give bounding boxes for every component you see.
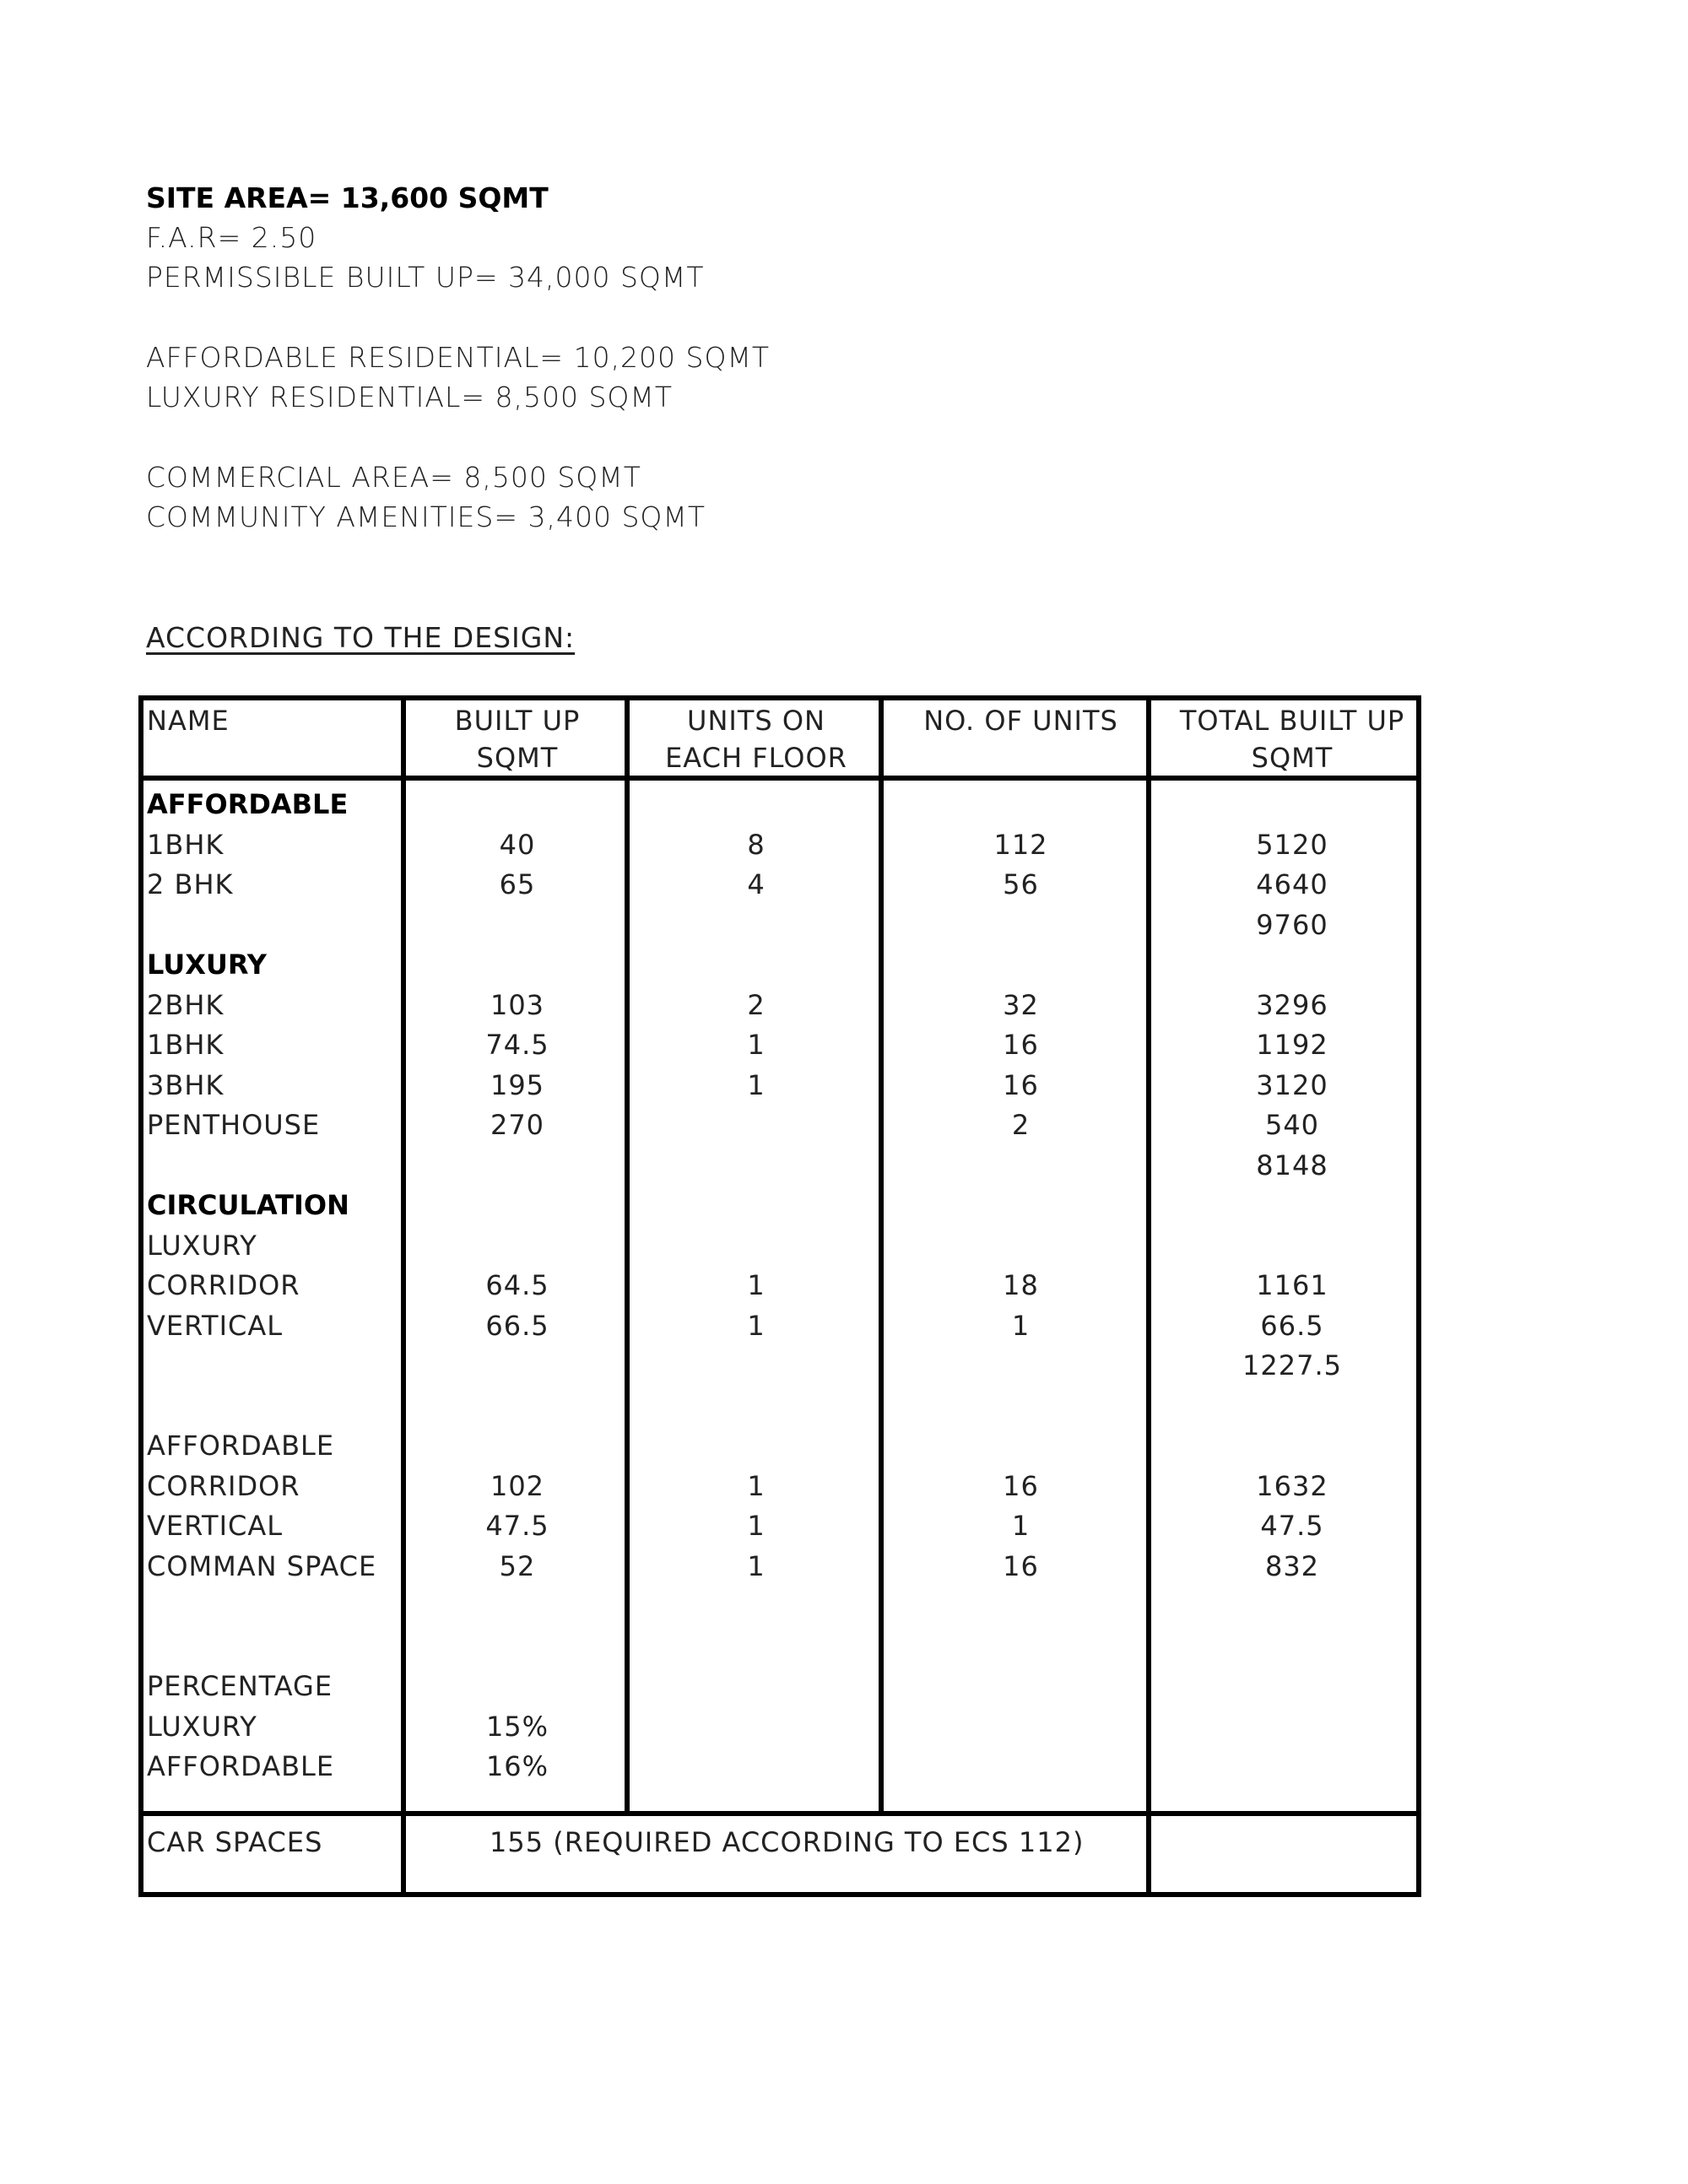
cell-built: 16% bbox=[485, 1750, 549, 1782]
cell-total: 9760 bbox=[1256, 908, 1328, 941]
cell-total: 832 bbox=[1264, 1549, 1320, 1582]
cell-total: 8148 bbox=[1256, 1149, 1328, 1181]
cell-num: 18 bbox=[1003, 1269, 1039, 1301]
luxury-residential: LUXURY RESIDENTIAL= 8,500 SQMT bbox=[146, 381, 674, 414]
cell-total: 540 bbox=[1264, 1109, 1320, 1141]
table-border-left bbox=[138, 695, 143, 1897]
cell-built: 66.5 bbox=[485, 1309, 549, 1342]
header-no-of-units: NO. OF UNITS bbox=[923, 705, 1118, 737]
header-units-each-floor: UNITS ON EACH FLOOR bbox=[665, 705, 847, 774]
cell-total: 4640 bbox=[1256, 868, 1328, 900]
cell-total: 66.5 bbox=[1260, 1309, 1324, 1342]
cell-num: 112 bbox=[993, 828, 1048, 861]
cell-units: 1 bbox=[747, 1068, 766, 1101]
cell-name: 1BHK bbox=[147, 828, 225, 861]
cell-name: LUXURY bbox=[147, 1229, 257, 1262]
cell-total: 1632 bbox=[1256, 1469, 1328, 1502]
cell-built: 52 bbox=[499, 1549, 536, 1582]
cell-num: 2 bbox=[1011, 1109, 1031, 1141]
cell-num: 1 bbox=[1011, 1309, 1031, 1342]
affordable-residential: AFFORDABLE RESIDENTIAL= 10,200 SQMT bbox=[146, 341, 771, 374]
cell-total: 3120 bbox=[1256, 1068, 1328, 1101]
far: F.A.R= 2.50 bbox=[146, 221, 317, 254]
cell-name: AFFORDABLE bbox=[147, 788, 349, 820]
cell-name: AFFORDABLE bbox=[147, 1750, 335, 1782]
cell-total: 3296 bbox=[1256, 988, 1328, 1021]
cell-num: 56 bbox=[1003, 868, 1039, 900]
cell-num: 16 bbox=[1003, 1469, 1039, 1502]
cell-name: LUXURY bbox=[147, 1710, 257, 1743]
header-name: NAME bbox=[147, 705, 230, 737]
cell-name: LUXURY bbox=[147, 949, 267, 981]
cell-name: 2BHK bbox=[147, 988, 225, 1021]
cell-total: 1192 bbox=[1256, 1029, 1328, 1061]
header-built-up: BUILT UP SQMT bbox=[454, 705, 581, 774]
cell-units: 1 bbox=[747, 1549, 766, 1582]
cell-built: 64.5 bbox=[485, 1269, 549, 1301]
cell-units: 1 bbox=[747, 1309, 766, 1342]
community-amenities: COMMUNITY AMENITIES= 3,400 SQMT bbox=[146, 500, 706, 533]
cell-built: 40 bbox=[499, 828, 536, 861]
table-footer-divider bbox=[138, 1811, 1421, 1816]
header-total-built-up: TOTAL BUILT UP SQMT bbox=[1179, 705, 1405, 774]
cell-units: 1 bbox=[747, 1510, 766, 1542]
cell-name: PENTHOUSE bbox=[147, 1109, 321, 1141]
cell-name: COMMAN SPACE bbox=[147, 1549, 377, 1582]
cell-name: 1BHK bbox=[147, 1029, 225, 1061]
cell-built: 65 bbox=[499, 868, 536, 900]
cell-name: VERTICAL bbox=[147, 1510, 284, 1542]
site-area: SITE AREA= 13,600 SQMT bbox=[146, 181, 549, 214]
cell-units: 1 bbox=[747, 1029, 766, 1061]
cell-built: 47.5 bbox=[485, 1510, 549, 1542]
cell-total: 1161 bbox=[1256, 1269, 1328, 1301]
cell-units: 8 bbox=[747, 828, 766, 861]
commercial-area: COMMERCIAL AREA= 8,500 SQMT bbox=[146, 461, 641, 494]
cell-total: 5120 bbox=[1256, 828, 1328, 861]
cell-built: 102 bbox=[490, 1469, 545, 1502]
cell-total: 1227.5 bbox=[1242, 1349, 1342, 1381]
cell-name: 3BHK bbox=[147, 1068, 225, 1101]
cell-units: 4 bbox=[747, 868, 766, 900]
cell-units: 1 bbox=[747, 1269, 766, 1301]
cell-name: CORRIDOR bbox=[147, 1469, 300, 1502]
table-border-bottom bbox=[138, 1892, 1421, 1897]
cell-num: 16 bbox=[1003, 1068, 1039, 1101]
cell-built: 103 bbox=[490, 988, 545, 1021]
car-spaces-value: 155 (REQUIRED ACCORDING TO ECS 112) bbox=[490, 1826, 1085, 1858]
cell-name: PERCENTAGE bbox=[147, 1670, 333, 1702]
permissible-built-up: PERMISSIBLE BUILT UP= 34,000 SQMT bbox=[146, 261, 705, 294]
cell-name: CORRIDOR bbox=[147, 1269, 300, 1301]
cell-num: 16 bbox=[1003, 1029, 1039, 1061]
col-divider-1 bbox=[401, 695, 406, 1897]
cell-units: 1 bbox=[747, 1469, 766, 1502]
cell-name: AFFORDABLE bbox=[147, 1430, 335, 1462]
cell-built: 74.5 bbox=[485, 1029, 549, 1061]
cell-name: CIRCULATION bbox=[147, 1189, 349, 1221]
cell-num: 32 bbox=[1003, 988, 1039, 1021]
cell-num: 1 bbox=[1011, 1510, 1031, 1542]
cell-name: VERTICAL bbox=[147, 1309, 284, 1342]
table-border-top bbox=[138, 695, 1421, 700]
cell-num: 16 bbox=[1003, 1549, 1039, 1582]
cell-units: 2 bbox=[747, 988, 766, 1021]
cell-built: 270 bbox=[490, 1109, 545, 1141]
cell-built: 195 bbox=[490, 1068, 545, 1101]
design-title: ACCORDING TO THE DESIGN: bbox=[146, 621, 576, 654]
cell-total: 47.5 bbox=[1260, 1510, 1324, 1542]
cell-name: 2 BHK bbox=[147, 868, 234, 900]
cell-built: 15% bbox=[485, 1710, 549, 1743]
car-spaces-label: CAR SPACES bbox=[147, 1826, 323, 1858]
